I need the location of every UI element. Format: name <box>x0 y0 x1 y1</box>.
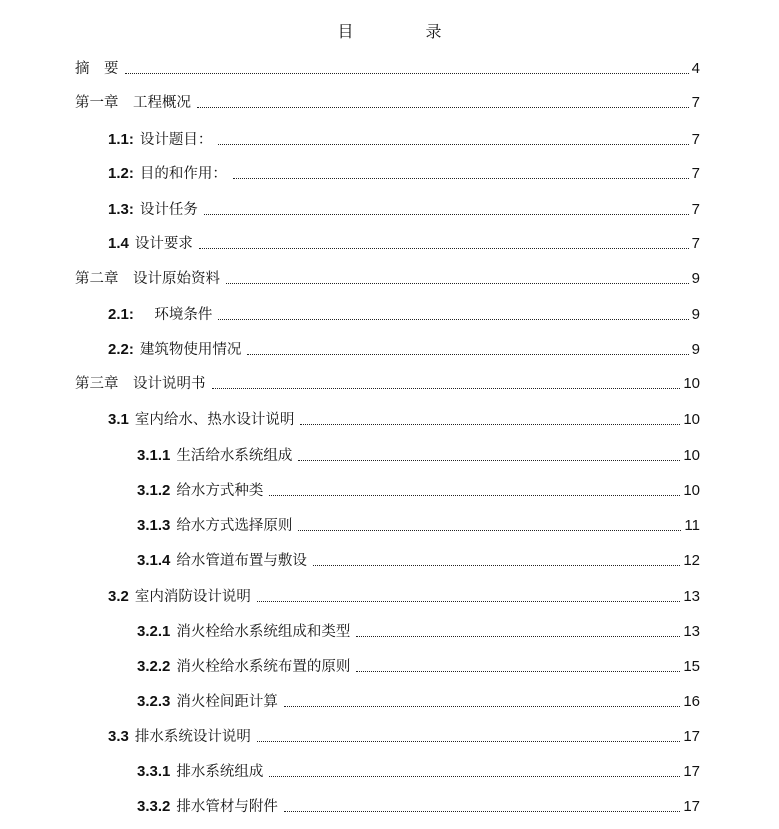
toc-entry[interactable] <box>75 56 700 78</box>
toc-leader-dots <box>204 214 689 215</box>
toc-entry[interactable] <box>75 371 700 393</box>
toc-entry-number: 3.2 <box>108 588 129 605</box>
toc-entry-label: 环境条件 <box>139 307 213 323</box>
toc-entry-page-number: 11 <box>684 517 700 534</box>
toc-entry-label: 第二章 设计原始资料 <box>75 271 220 287</box>
toc-entry[interactable] <box>137 478 700 500</box>
toc-entry-label: 设计题目： <box>139 132 213 148</box>
toc-entry[interactable] <box>137 513 700 535</box>
toc-entry-label: 给水管道布置与敷设 <box>176 553 307 569</box>
toc-entry-page-number: 13 <box>683 623 700 640</box>
toc-entry[interactable] <box>137 759 700 781</box>
toc-entry[interactable] <box>108 231 700 253</box>
toc-entry-label: 给水方式种类 <box>176 483 264 499</box>
toc-entry-page-number: 4 <box>691 60 700 77</box>
toc-leader-dots <box>356 671 680 672</box>
toc-entry-number: 3.2.1 <box>137 623 171 640</box>
toc-leader-dots <box>257 741 680 742</box>
toc-leader-dots <box>284 811 680 812</box>
toc-entry[interactable] <box>108 337 700 359</box>
toc-entry-label: 第一章 工程概况 <box>75 95 191 111</box>
toc-entry-number: 3.3.2 <box>137 798 171 815</box>
toc-entry-page-number: 13 <box>683 588 700 605</box>
toc-entry-label: 消火栓间距计算 <box>176 694 278 710</box>
toc-entry-page-number: 12 <box>683 552 700 569</box>
toc-entry-page-number: 9 <box>691 341 700 358</box>
toc-entry-label: 排水系统设计说明 <box>134 729 251 745</box>
toc-entry-page-number: 17 <box>683 763 700 780</box>
toc-entry-number: 3.1.1 <box>137 447 171 464</box>
toc-entry[interactable] <box>137 794 700 816</box>
toc-entry[interactable] <box>108 161 700 183</box>
toc-entry[interactable] <box>108 197 700 219</box>
toc-entry-page-number: 15 <box>683 658 700 675</box>
toc-entry-label: 排水管材与附件 <box>176 799 278 815</box>
toc-entry[interactable] <box>137 689 700 711</box>
toc-entry[interactable] <box>137 619 700 641</box>
toc-entry-number: 1.3: <box>108 201 134 218</box>
toc-leader-dots <box>356 636 680 637</box>
toc-entry-label: 生活给水系统组成 <box>176 448 293 464</box>
toc-entry-label: 摘 要 <box>75 61 119 77</box>
toc-entry-page-number: 7 <box>691 235 700 252</box>
toc-entry[interactable] <box>137 443 700 465</box>
toc-entry-label: 目的和作用： <box>139 166 227 182</box>
toc-leader-dots <box>269 776 680 777</box>
toc-entry-number: 1.4 <box>108 235 129 252</box>
toc-leader-dots <box>269 495 680 496</box>
toc-leader-dots <box>125 73 689 74</box>
toc-entry-page-number: 10 <box>683 482 700 499</box>
toc-entry-number: 2.2: <box>108 341 134 358</box>
toc-entry-page-number: 10 <box>683 411 700 428</box>
toc-entry[interactable] <box>137 654 700 676</box>
toc-entry-number: 3.2.2 <box>137 658 171 675</box>
toc-leader-dots <box>197 107 689 108</box>
toc-leader-dots <box>226 283 689 284</box>
toc-entry-label: 排水系统组成 <box>176 764 264 780</box>
toc-entry-number: 3.1.3 <box>137 517 171 534</box>
toc-entry-number: 2.1: <box>108 306 134 323</box>
toc-entry-page-number: 17 <box>683 798 700 815</box>
toc-leader-dots <box>233 178 689 179</box>
toc-entry[interactable] <box>75 266 700 288</box>
toc-entry-number: 1.2: <box>108 165 134 182</box>
toc-entry[interactable] <box>108 724 700 746</box>
toc-entry[interactable] <box>75 90 700 112</box>
toc-entry-number: 1.1: <box>108 131 134 148</box>
toc-leader-dots <box>313 565 680 566</box>
toc-leader-dots <box>298 530 681 531</box>
toc-entry-label: 消火栓给水系统组成和类型 <box>176 624 351 640</box>
toc-leader-dots <box>257 601 680 602</box>
toc-entry[interactable] <box>108 302 700 324</box>
toc-entry-label: 第三章 设计说明书 <box>75 376 206 392</box>
toc-entry-number: 3.3 <box>108 728 129 745</box>
toc-leader-dots <box>218 319 688 320</box>
toc-entry-label: 建筑物使用情况 <box>139 342 242 358</box>
toc-entry-page-number: 16 <box>683 693 700 710</box>
toc-entry-label: 室内消防设计说明 <box>134 589 251 605</box>
toc-leader-dots <box>218 144 688 145</box>
toc-entry[interactable] <box>108 407 700 429</box>
toc-leader-dots <box>298 460 680 461</box>
toc-leader-dots <box>212 388 681 389</box>
toc-leader-dots <box>247 354 688 355</box>
toc-entry-page-number: 7 <box>691 165 700 182</box>
toc-entry-number: 3.1 <box>108 411 129 428</box>
toc-entry[interactable] <box>137 548 700 570</box>
toc-entry-page-number: 17 <box>683 728 700 745</box>
toc-entry-number: 3.1.2 <box>137 482 171 499</box>
toc-entry-page-number: 9 <box>691 270 700 287</box>
toc-entry-label: 设计要求 <box>134 236 193 252</box>
toc-entry-page-number: 7 <box>691 131 700 148</box>
toc-entry-page-number: 10 <box>683 447 700 464</box>
toc-entry-page-number: 9 <box>691 306 700 323</box>
toc-entry-label: 室内给水、热水设计说明 <box>134 412 295 428</box>
toc-entry-label: 设计任务 <box>139 202 198 218</box>
toc-entry-page-number: 7 <box>691 201 700 218</box>
toc-entry-number: 3.3.1 <box>137 763 171 780</box>
toc-leader-dots <box>284 706 680 707</box>
toc-title: 目 录 <box>337 22 470 41</box>
toc-leader-dots <box>199 248 689 249</box>
toc-leader-dots <box>300 424 680 425</box>
toc-entry-page-number: 7 <box>691 94 700 111</box>
toc-entry-label: 消火栓给水系统布置的原则 <box>176 659 351 675</box>
toc-entry-number: 3.2.3 <box>137 693 171 710</box>
toc-entry-label: 给水方式选择原则 <box>176 518 293 534</box>
toc-entry[interactable] <box>108 127 700 149</box>
toc-entry-number: 3.1.4 <box>137 552 171 569</box>
toc-entry-page-number: 10 <box>683 375 700 392</box>
toc-entry[interactable] <box>108 584 700 606</box>
